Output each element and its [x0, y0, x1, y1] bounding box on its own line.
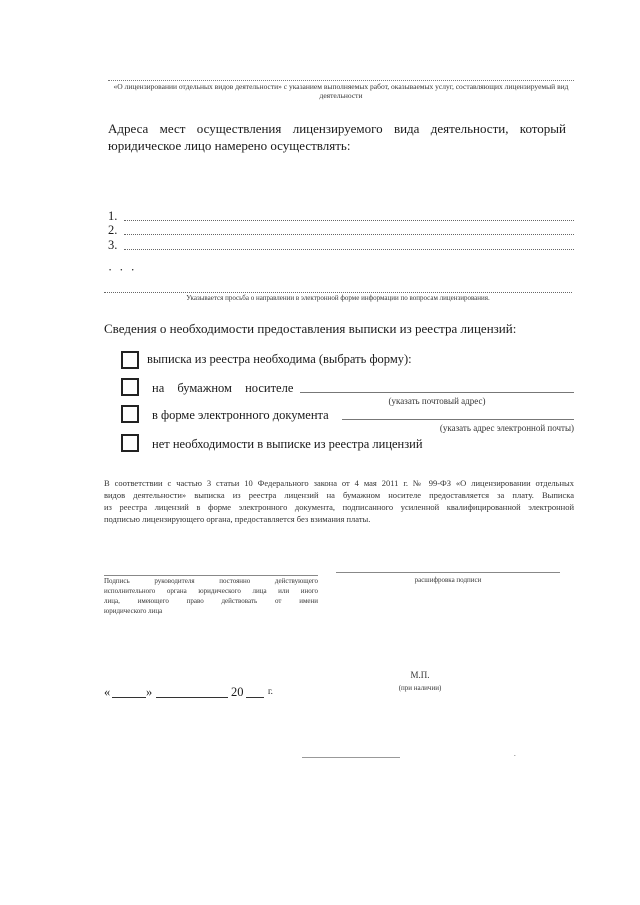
header-rule — [108, 80, 574, 81]
opt-electronic-label: в форме электронного документа — [152, 408, 329, 422]
address-item-line[interactable] — [124, 249, 574, 250]
addresses-intro-line1: Адреса мест осуществления лицензируемого вида деятельности, который — [108, 121, 566, 136]
date-close-quote: » — [146, 685, 153, 699]
checkbox-not-needed[interactable] — [121, 434, 139, 452]
electronic-request-line[interactable] — [104, 292, 572, 293]
legal-para-line: видов деятельности» выписка из реестра лицензий на бумажном носителе предоставляется за плату. Выписка — [104, 490, 574, 500]
header-note: «О лицензировании отдельных видов деятельности» с указанием выполняемых работ, оказываемых услуг, составляющих лицензируемый вид деятельности — [113, 82, 569, 100]
address-item-number: 1. — [108, 209, 118, 223]
signature-decoding-caption: расшифровка подписи — [414, 576, 482, 584]
date-year-prefix: 20 — [231, 685, 244, 699]
date-month-field[interactable] — [156, 697, 228, 698]
signature-caption-line: юридического лица — [104, 607, 163, 615]
opt-needed-label: выписка из реестра необходима (выбрать форму): — [147, 352, 412, 366]
address-item-number: 2. — [108, 223, 118, 237]
seal-hint: (при наличии) — [398, 684, 442, 692]
address-item-line[interactable] — [124, 220, 574, 221]
bottom-mark: . — [514, 750, 516, 758]
legal-para-line: подписью лицензирующего органа, предоставляется без взимания платы. — [104, 514, 371, 524]
checkbox-extract-needed[interactable] — [121, 351, 139, 369]
hint-postal: (указать почтовый адрес) — [388, 396, 486, 406]
checkbox-paper[interactable] — [121, 378, 139, 396]
signature-caption-line: Подпись руководителя постоянно действующего — [104, 577, 318, 585]
hint-email: (указать адрес электронной почты) — [439, 423, 574, 433]
address-item-number: 3. — [108, 238, 118, 252]
legal-para-line: из реестра лицензий в форме электронного документа, подписанного усиленной квалифицированной электронной — [104, 502, 574, 512]
address-item-line[interactable] — [124, 234, 574, 235]
signature-caption-line: лица, имеющего право действовать от имени — [104, 597, 318, 605]
extract-heading: Сведения о необходимости предоставления выписки из реестра лицензий: — [104, 321, 517, 336]
signature-decoding-line[interactable] — [336, 572, 560, 573]
postal-address-line[interactable] — [300, 392, 574, 393]
email-line[interactable] — [342, 419, 574, 420]
signature-caption-line: исполнительного органа юридического лица или иного — [104, 587, 318, 595]
date-year-field[interactable] — [246, 697, 264, 698]
addresses-intro-line2: юридическое лицо намерено осуществлять: — [108, 138, 351, 153]
date-open-quote: « — [104, 685, 111, 699]
opt-paper-label: на бумажном носителе — [152, 381, 294, 395]
electronic-request-note: Указывается просьба о направлении в электронной форме информации по вопросам лицензирования. — [186, 294, 490, 302]
date-day-field[interactable] — [112, 697, 146, 698]
bottom-line[interactable] — [302, 757, 400, 758]
checkbox-electronic[interactable] — [121, 405, 139, 423]
address-more: · · · — [108, 263, 137, 277]
seal-label: М.П. — [410, 670, 430, 680]
legal-para-line: В соответствии с частью 3 статьи 10 Федерального закона от 4 мая 2011 г. № 99-ФЗ «О лицензировании отдельных — [104, 478, 574, 488]
opt-not-needed-label: нет необходимости в выписке из реестра лицензий — [152, 437, 423, 451]
signature-line[interactable] — [104, 575, 318, 576]
date-suffix: г. — [268, 686, 273, 696]
